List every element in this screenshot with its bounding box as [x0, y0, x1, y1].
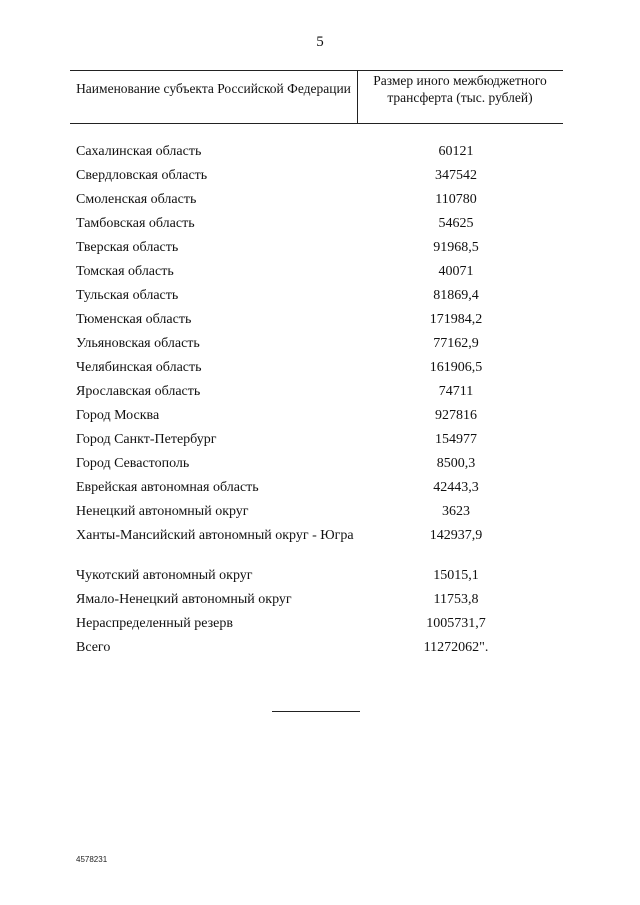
region-name: Тамбовская область: [76, 216, 195, 231]
transfer-value: 91968,5: [433, 240, 479, 255]
table-body: [76, 140, 546, 660]
region-name: Свердловская область: [76, 168, 208, 183]
transfer-value: 161906,5: [429, 360, 483, 375]
region-name: Город Москва: [76, 408, 160, 423]
transfer-value: 154977: [435, 432, 477, 447]
table-row: [76, 356, 546, 380]
region-name: Тюменская область: [76, 312, 192, 327]
region-name: Ульяновская область: [76, 336, 200, 351]
table-row: [76, 164, 546, 188]
region-name: Город Севастополь: [76, 456, 190, 471]
header-bottom-rule: [70, 123, 563, 124]
transfer-value: 40071: [438, 264, 474, 279]
table-row: [76, 140, 546, 164]
region-name: Нераспределенный резерв: [76, 616, 233, 631]
table-row: [76, 332, 546, 356]
transfer-value: 927816: [435, 408, 477, 423]
table-row: [76, 212, 546, 236]
transfer-value: 142937,9: [429, 528, 483, 543]
region-name: Сахалинская область: [76, 144, 202, 159]
region-name: Смоленская область: [76, 192, 197, 207]
transfer-value: 171984,2: [429, 312, 483, 327]
table-row: [76, 260, 546, 284]
transfer-value: 3623: [442, 504, 470, 519]
table-row: [76, 188, 546, 212]
region-name: Тульская область: [76, 288, 179, 303]
transfer-value: 8500,3: [436, 456, 476, 471]
transfer-value: 1005731,7: [426, 616, 486, 631]
transfer-value: 74711: [438, 384, 474, 399]
transfer-value: 81869,4: [433, 288, 479, 303]
table-row: [76, 476, 546, 500]
table-row: [76, 588, 546, 612]
table-top-rule: [70, 70, 563, 71]
transfer-value: 60121: [438, 144, 474, 159]
transfer-value: 54625: [438, 216, 474, 231]
region-name: Город Санкт-Петербург: [76, 432, 217, 447]
table-row: [76, 284, 546, 308]
table-row: [76, 500, 546, 524]
transfer-value: 11753,8: [433, 592, 479, 607]
table-row: [76, 404, 546, 428]
total-value: 11272062".: [423, 640, 489, 655]
transfer-value: 15015,1: [433, 568, 479, 583]
document-id: 4578231: [76, 855, 108, 864]
table-row: [76, 524, 546, 564]
transfer-value: 347542: [435, 168, 477, 183]
table-row: [76, 428, 546, 452]
region-name: Ненецкий автономный округ: [76, 504, 249, 519]
table-row-total: [76, 636, 546, 660]
region-name: Тверская область: [76, 240, 179, 255]
header-transfer-amount: Размер иного межбюджетного трансферта (тыс. рублей): [373, 73, 547, 105]
header-subject-name: Наименование субъекта Российской Федерации: [76, 81, 351, 96]
transfer-value: 77162,9: [433, 336, 479, 351]
table-row: [76, 236, 546, 260]
region-name: Челябинская область: [76, 360, 202, 375]
region-name: Еврейская автономная область: [76, 480, 259, 495]
table-row: [76, 380, 546, 404]
region-name: Ямало-Ненецкий автономный округ: [76, 592, 292, 607]
total-label: Всего: [76, 640, 111, 655]
end-of-table-rule: [272, 711, 360, 712]
region-name: Чукотский автономный округ: [76, 568, 253, 583]
table-row: [76, 308, 546, 332]
region-name: Томская область: [76, 264, 174, 279]
transfer-value: 110780: [435, 192, 477, 207]
transfer-value: 42443,3: [433, 480, 479, 495]
table-row: [76, 612, 546, 636]
region-name: Ярославская область: [76, 384, 201, 399]
region-name: Ханты-Мансийский автономный округ - Югра: [76, 528, 354, 543]
page-number: 5: [316, 34, 324, 50]
table-row: [76, 564, 546, 588]
table-row: [76, 452, 546, 476]
